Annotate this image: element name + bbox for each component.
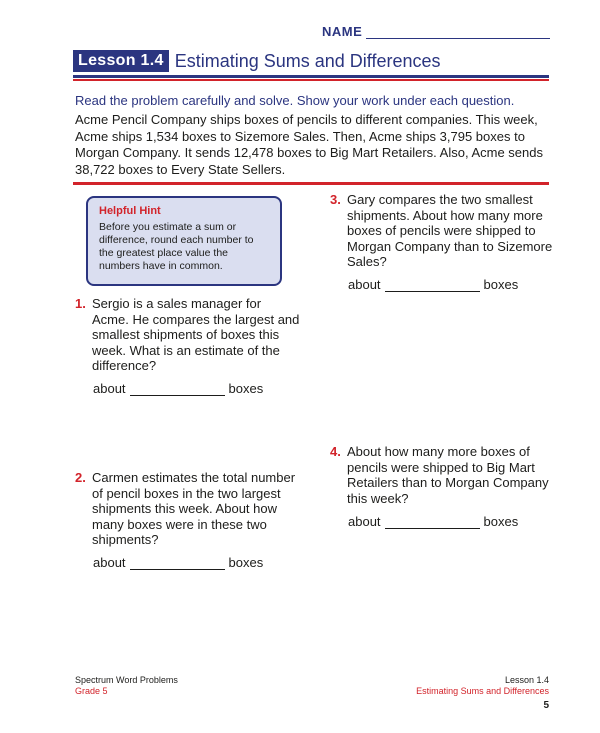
lesson-title-bar xyxy=(73,50,549,72)
answer-prefix: about xyxy=(348,277,381,292)
answer-3 xyxy=(348,277,518,292)
directions: Read the problem carefully and solve. Show your work under each question. xyxy=(75,93,515,108)
answer-prefix: about xyxy=(348,514,381,529)
answer-suffix: boxes xyxy=(228,555,264,570)
answer-1 xyxy=(93,381,263,396)
footer-lesson-title: Estimating Sums and Differences xyxy=(416,686,549,696)
footer-book-title: Spectrum Word Problems xyxy=(75,675,178,685)
question-number: 4. xyxy=(330,444,341,459)
footer-grade: Grade 5 xyxy=(75,686,108,696)
lesson-badge: Lesson 1.4 xyxy=(73,50,169,72)
answer-blank-3[interactable] xyxy=(385,280,480,292)
title-divider-blue xyxy=(73,75,549,78)
question-1 xyxy=(75,296,300,374)
question-text: About how many more boxes of pencils were shipped to Big Mart Retailers than to Morgan Company this week? xyxy=(347,444,549,506)
problem-passage: Acme Pencil Company ships boxes of pencils to different companies. This week, Acme ships 1,534 boxes to Sizemore Sales. Then, Acme ships 3,795 boxes to Morgan Company. It sends 12,478 boxes to Big Mart Retailers. Also, Acme sends 38,722 boxes to Every State Sellers. xyxy=(75,112,543,177)
passage-divider xyxy=(73,182,549,185)
question-number: 1. xyxy=(75,296,86,311)
question-number: 3. xyxy=(330,192,341,207)
page-number: 5 xyxy=(543,700,549,711)
answer-blank-4[interactable] xyxy=(385,517,480,529)
answer-prefix: about xyxy=(93,381,126,396)
hint-text: Before you estimate a sum or difference, round each number to the greatest place value the numbers have in common. xyxy=(99,221,254,272)
answer-suffix: boxes xyxy=(483,277,519,292)
question-2 xyxy=(75,470,300,548)
lesson-title: Estimating Sums and Differences xyxy=(174,50,441,71)
question-number: 2. xyxy=(75,470,86,485)
answer-blank-2[interactable] xyxy=(130,558,225,570)
footer-right xyxy=(416,675,549,697)
footer-lesson: Lesson 1.4 xyxy=(504,675,549,685)
answer-suffix: boxes xyxy=(483,514,519,529)
question-text: Carmen estimates the total number of pencil boxes in the two largest shipments this week. About how many boxes were in these two shipments? xyxy=(92,470,296,547)
answer-blank-1[interactable] xyxy=(130,384,225,396)
answer-2 xyxy=(93,555,263,570)
name-line[interactable] xyxy=(366,28,550,39)
footer-left xyxy=(75,675,178,697)
question-text: Sergio is a sales manager for Acme. He compares the largest and smallest shipments of boxes this week. What is an estimate of the difference? xyxy=(92,296,300,373)
answer-suffix: boxes xyxy=(228,381,264,396)
helpful-hint-box xyxy=(86,196,282,286)
hint-title: Helpful Hint xyxy=(99,205,161,217)
title-divider-red xyxy=(73,79,549,81)
name-label: NAME xyxy=(322,24,363,39)
answer-4 xyxy=(348,514,518,529)
question-4 xyxy=(330,444,555,506)
answer-prefix: about xyxy=(93,555,126,570)
question-text: Gary compares the two smallest shipments. About how many more boxes of pencils were shipped to Morgan Company than to Sizemore Sales? xyxy=(347,192,553,269)
question-3 xyxy=(330,192,555,270)
name-field xyxy=(322,24,550,39)
